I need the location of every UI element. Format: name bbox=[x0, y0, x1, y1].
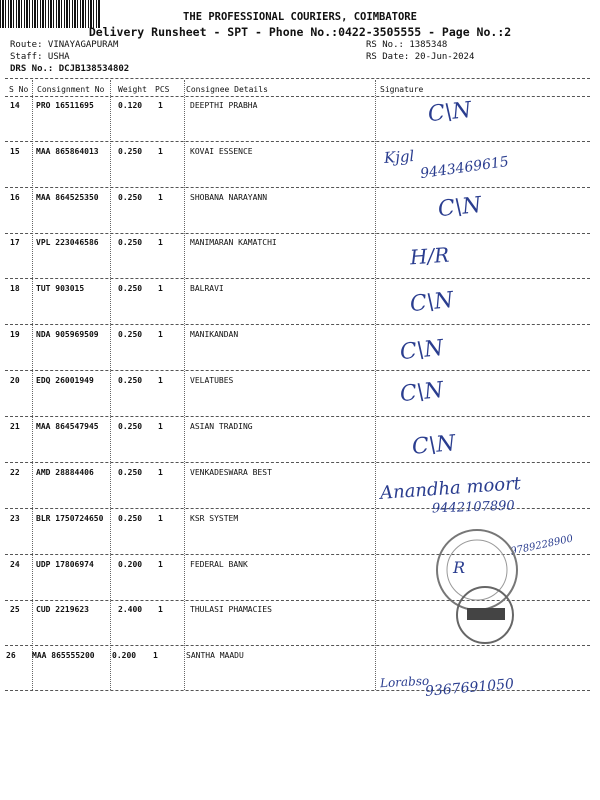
signature-phone: 9442107890 bbox=[431, 498, 515, 517]
row-rule bbox=[5, 324, 590, 325]
row-consignment: MAA 865864013 bbox=[36, 147, 99, 156]
signature-handwritten: C\N bbox=[410, 431, 457, 460]
row-consignment: VPL 223046586 bbox=[36, 238, 99, 247]
row-weight: 0.250 bbox=[118, 376, 143, 385]
signature-handwritten: Anandha moort bbox=[379, 473, 522, 504]
row-weight: 0.250 bbox=[118, 422, 143, 431]
row-pcs: 1 bbox=[158, 605, 163, 614]
row-sno: 17 bbox=[10, 238, 20, 247]
signature-phone: 9367691050 bbox=[424, 676, 515, 700]
row-consignment: MAA 864525350 bbox=[36, 193, 99, 202]
row-pcs: 1 bbox=[158, 468, 163, 477]
row-rule bbox=[5, 141, 590, 142]
company-title: THE PROFESSIONAL COURIERS, COIMBATORE bbox=[183, 11, 417, 23]
col-divider bbox=[32, 80, 33, 690]
row-consignee: BALRAVI bbox=[190, 284, 224, 293]
row-sno: 22 bbox=[10, 468, 20, 477]
row-weight: 0.250 bbox=[118, 238, 143, 247]
row-consignee: THULASI PHAMACIES bbox=[190, 605, 272, 614]
rs-date: RS Date: 20-Jun-2024 bbox=[366, 52, 475, 62]
row-consignment: MAA 864547945 bbox=[36, 422, 99, 431]
row-rule bbox=[5, 187, 590, 188]
row-rule bbox=[5, 278, 590, 279]
row-pcs: 1 bbox=[158, 101, 163, 110]
col-divider bbox=[184, 80, 185, 690]
row-weight: 0.250 bbox=[118, 330, 143, 339]
drs-number: DRS No.: DCJB138534802 bbox=[10, 64, 130, 74]
row-pcs: 1 bbox=[158, 147, 163, 156]
row-consignment: AMD 28884406 bbox=[36, 468, 94, 477]
row-sno: 26 bbox=[6, 651, 16, 660]
row-consignee: SHOBANA NARAYANN bbox=[190, 193, 268, 202]
col-signature: Signature bbox=[380, 85, 424, 94]
bank-stamp bbox=[415, 520, 540, 645]
row-rule bbox=[5, 233, 590, 234]
signature-handwritten: C\N bbox=[408, 287, 455, 318]
table-top-rule bbox=[5, 78, 590, 79]
row-consignee: MANIMARAN KAMATCHI bbox=[190, 238, 277, 247]
row-sno: 21 bbox=[10, 422, 20, 431]
row-weight: 2.400 bbox=[118, 605, 143, 614]
signature-handwritten: Lorabso bbox=[379, 673, 430, 691]
row-consignee: MANIKANDAN bbox=[190, 330, 239, 339]
header-rule bbox=[5, 96, 590, 97]
row-pcs: 1 bbox=[158, 193, 163, 202]
row-consignee: DEEPTHI PRABHA bbox=[190, 101, 258, 110]
signature-handwritten: C\N bbox=[398, 377, 445, 408]
row-sno: 14 bbox=[10, 101, 20, 110]
row-sno: 16 bbox=[10, 193, 20, 202]
row-consignment: EDQ 26001949 bbox=[36, 376, 94, 385]
row-consignee: KOVAI ESSENCE bbox=[190, 147, 253, 156]
signature-phone: 9789228900 bbox=[509, 533, 575, 558]
row-weight: 0.250 bbox=[118, 147, 143, 156]
row-sno: 23 bbox=[10, 514, 20, 523]
row-consignment: PRO 16511695 bbox=[36, 101, 94, 110]
row-pcs: 1 bbox=[158, 284, 163, 293]
row-pcs: 1 bbox=[158, 422, 163, 431]
signature-handwritten: C\N bbox=[436, 192, 483, 223]
row-rule bbox=[5, 645, 590, 646]
route-label: Route: VINAYAGAPURAM bbox=[10, 40, 119, 50]
row-sno: 20 bbox=[10, 376, 20, 385]
row-pcs: 1 bbox=[158, 238, 163, 247]
row-consignment: UDP 17806974 bbox=[36, 560, 94, 569]
row-sno: 18 bbox=[10, 284, 20, 293]
signature-handwritten: C\N bbox=[398, 335, 445, 366]
row-pcs: 1 bbox=[153, 651, 158, 660]
col-divider bbox=[375, 80, 376, 690]
row-pcs: 1 bbox=[158, 560, 163, 569]
row-weight: 0.120 bbox=[118, 101, 143, 110]
row-consignee: VELATUBES bbox=[190, 376, 234, 385]
row-consignee: VENKADESWARA BEST bbox=[190, 468, 272, 477]
row-rule bbox=[5, 462, 590, 463]
runsheet-title: Delivery Runsheet - SPT - Phone No.:0422-3505555 - Page No.:2 bbox=[88, 25, 512, 39]
col-pcs: PCS bbox=[155, 85, 170, 94]
row-pcs: 1 bbox=[158, 514, 163, 523]
row-sno: 15 bbox=[10, 147, 20, 156]
col-divider bbox=[110, 80, 111, 690]
row-sno: 25 bbox=[10, 605, 20, 614]
row-weight: 0.250 bbox=[118, 284, 143, 293]
signature-handwritten: R bbox=[453, 558, 466, 577]
row-weight: 0.200 bbox=[118, 560, 143, 569]
signature-handwritten: C\N bbox=[426, 97, 473, 128]
row-weight: 0.200 bbox=[112, 651, 137, 660]
row-consignment: CUD 2219623 bbox=[36, 605, 89, 614]
row-weight: 0.250 bbox=[118, 514, 143, 523]
row-consignment: TUT 903015 bbox=[36, 284, 85, 293]
signature-handwritten: H/R bbox=[409, 242, 451, 270]
col-sno: S No bbox=[9, 85, 29, 94]
row-sno: 19 bbox=[10, 330, 20, 339]
col-consignment: Consignment No bbox=[37, 85, 105, 94]
row-consignee: ASIAN TRADING bbox=[190, 422, 253, 431]
row-weight: 0.250 bbox=[118, 193, 143, 202]
row-pcs: 1 bbox=[158, 330, 163, 339]
row-consignee: SANTHA MAADU bbox=[186, 651, 244, 660]
row-rule bbox=[5, 416, 590, 417]
row-consignment: MAA 865555200 bbox=[32, 651, 95, 660]
row-pcs: 1 bbox=[158, 376, 163, 385]
row-weight: 0.250 bbox=[118, 468, 143, 477]
row-sno: 24 bbox=[10, 560, 20, 569]
col-weight: Weight bbox=[118, 85, 147, 94]
signature-phone: 9443469615 bbox=[419, 153, 510, 183]
row-consignment: NDA 905969509 bbox=[36, 330, 99, 339]
rs-number: RS No.: 1385348 bbox=[366, 40, 448, 50]
row-consignment: BLR 1750724650 bbox=[36, 514, 104, 523]
signature-handwritten: Kjgl bbox=[383, 146, 415, 168]
row-consignee: KSR SYSTEM bbox=[190, 514, 239, 523]
col-consignee: Consignee Details bbox=[186, 85, 268, 94]
row-consignee: FEDERAL BANK bbox=[190, 560, 248, 569]
row-rule bbox=[5, 370, 590, 371]
staff-label: Staff: USHA bbox=[10, 52, 70, 62]
